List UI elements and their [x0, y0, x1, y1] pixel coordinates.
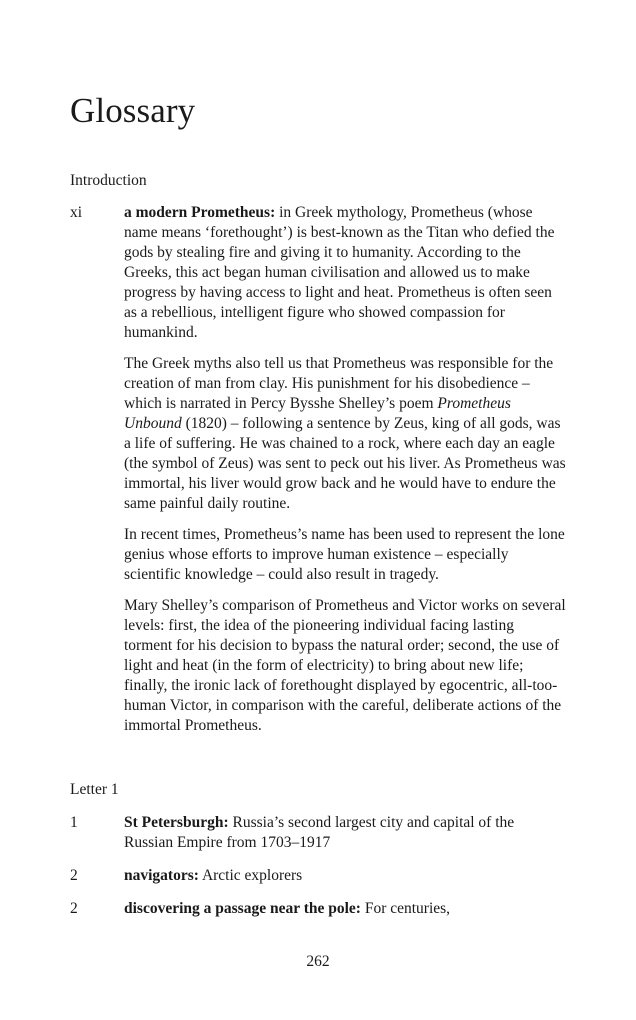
glossary-entry: [70, 866, 566, 886]
entry-paragraph: In recent times, Prometheus’s name has been used to represent the lone genius whose efforts to improve human existence – especially scientific knowledge – could also result in tragedy.: [124, 526, 565, 583]
entry-locator: 1: [70, 814, 78, 831]
entry-paragraph: Mary Shelley’s comparison of Prometheus and Victor works on several levels: first, the idea of the pioneering individual facing lasting torment for his decision to bypass the natural order; second, the use of light and heat (in the form of electricity) to bring about new life; finally, the ironic lack of forethought displayed by egocentric, all-too-human Victor, in comparison with the careful, deliberate actions of the immortal Prometheus.: [124, 597, 566, 734]
page-folio-number: 262: [306, 953, 330, 970]
entry-paragraph: [124, 354, 566, 514]
entry-paragraph: [124, 203, 566, 343]
entry-locator: xi: [70, 204, 83, 221]
entry-definition-text: Russia’s second largest city and capital of the Russian Empire from 1703–1917: [124, 814, 515, 851]
entry-definition-text: in Greek mythology, Prometheus (whose name means ‘forethought’) is best-known as the Titan who defied the gods by stealing fire and giving it to humanity. According to the Greeks, this act began human civilisation and allowed us to make progress by having access to light and heat. Prometheus is often seen as a rebellious, intelligent figure who showed compassion for humankind.: [124, 204, 555, 341]
entry-definition-text: For centuries,: [360, 900, 451, 917]
entry-definition-text: Arctic explorers: [198, 867, 303, 884]
glossary-entry: [70, 813, 566, 853]
entry-paragraph: [124, 866, 566, 886]
glossary-entry: [70, 203, 566, 736]
entry-locator: 2: [70, 900, 78, 917]
entry-headword: navigators:: [124, 867, 199, 884]
entry-headword: St Petersburgh:: [124, 814, 229, 831]
page-title: Glossary: [70, 91, 196, 130]
work-title: Prometheus Unbound: [124, 395, 511, 432]
entry-headword: a modern Prometheus:: [124, 204, 276, 221]
section-heading-letter-1: Letter 1: [70, 781, 119, 798]
entry-body: [124, 866, 566, 886]
entry-body: [124, 203, 566, 736]
paragraph-text-before-title: The Greek myths also tell us that Prometheus was responsible for the creation of man from clay. His punishment for his disobedience – which is narrated in Percy Bysshe Shelley’s poem: [124, 355, 554, 412]
section-heading-introduction: Introduction: [70, 172, 147, 189]
entry-paragraph: [124, 899, 566, 919]
paragraph-text-after-title: (1820) – following a sentence by Zeus, king of all gods, was a life of suffering. He was chained to a rock, where each day an eagle (the symbol of Zeus) was sent to peck out his liver. As Prometheus was immortal, his liver would grow back and he would have to endure the same painful daily routine.: [124, 415, 566, 512]
entry-paragraph: [124, 813, 566, 853]
glossary-entry: [70, 899, 566, 919]
entry-locator: 2: [70, 867, 78, 884]
entry-body: [124, 813, 566, 853]
entry-body: [124, 899, 566, 919]
entry-headword: discovering a passage near the pole:: [124, 900, 361, 917]
